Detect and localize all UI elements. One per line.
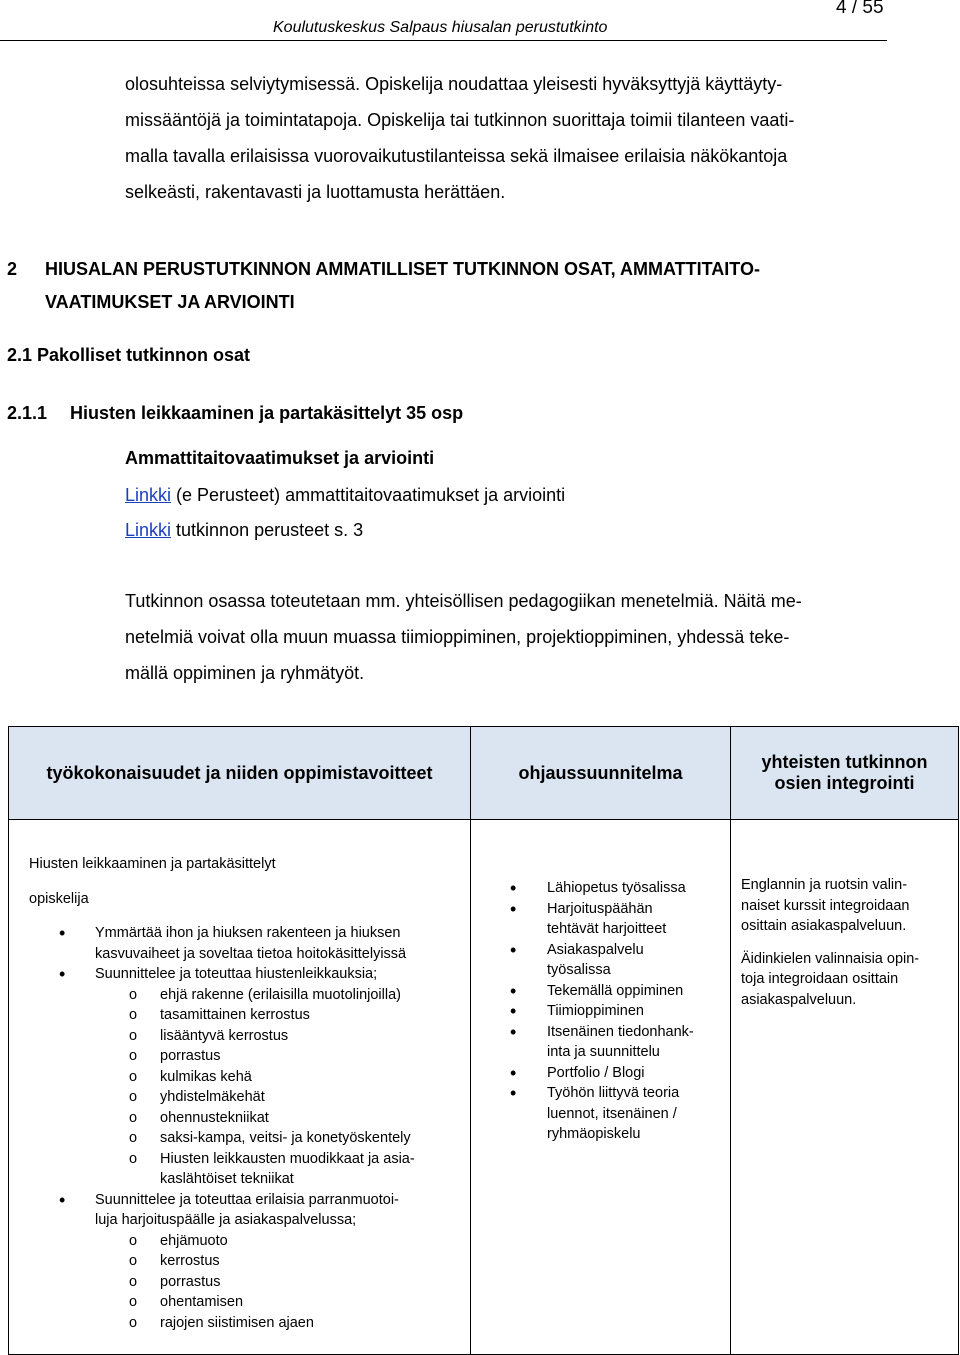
list-item: • Itsenäinen tiedonhank- inta ja suunnittelu xyxy=(501,1022,720,1063)
learning-objectives-list xyxy=(29,923,460,1333)
intro-paragraph xyxy=(125,66,885,210)
sub-list-item: o rajojen siistimisen ajaen xyxy=(29,1313,460,1334)
list-item: • Asiakaspalvelu työsalissa xyxy=(501,940,720,981)
sub-list-item: o yhdistelmäkehät xyxy=(29,1087,460,1108)
unit-heading xyxy=(7,403,463,424)
link-line xyxy=(125,485,565,506)
guidance-plan-cell xyxy=(471,820,731,1355)
page-number: 4 / 55 xyxy=(836,0,884,18)
link-description: (e Perusteet) ammattitaitovaatimukset ja arviointi xyxy=(171,485,566,505)
curriculum-table xyxy=(8,726,959,1355)
sub-list-item: o porrastus xyxy=(29,1046,460,1067)
list-item: • Portfolio / Blogi xyxy=(501,1063,720,1084)
table-row xyxy=(9,820,959,1355)
text-line: missääntöjä ja toimintatapoja. Opiskelija tai tutkinnon suorittaja toimii tilanteen vaati- xyxy=(125,110,795,130)
link-description: tutkinnon perusteet s. 3 xyxy=(171,520,364,540)
list-item: • Suunnittelee ja toteuttaa erilaisia parranmuotoi- luja harjoituspäälle ja asiakaspalvelussa; o ehjämuoto o kerrostus o porrastus o ohentamisen o rajojen siistimisen ajaen xyxy=(29,1190,460,1334)
table-header-row xyxy=(9,727,959,820)
list-item: • Työhön liittyvä teoria luennot, itsenäinen / ryhmäopiskelu xyxy=(501,1083,720,1145)
section-title-line: HIUSALAN PERUSTUTKINNON AMMATILLISET TUTKINNON OSAT, AMMATTITAITO- xyxy=(45,259,760,279)
list-item: • Tekemällä oppiminen xyxy=(501,981,720,1002)
sub-list-item: o ohentamisen xyxy=(29,1292,460,1313)
sub-list-item: o Hiusten leikkausten muodikkaat ja asia- kaslähtöiset tekniikat xyxy=(29,1149,460,1190)
text-line: malla tavalla erilaisissa vuorovaikutustilanteissa sekä ilmaisee erilaisia näkökantoja xyxy=(125,146,788,166)
text-line: mällä oppiminen ja ryhmätyöt. xyxy=(125,663,365,683)
tutkinnon-perusteet-link[interactable]: Linkki xyxy=(125,520,172,540)
methods-paragraph xyxy=(125,583,885,691)
sub-list xyxy=(95,985,460,1190)
sub-list-item: o porrastus xyxy=(29,1272,460,1293)
sub-list-item: o ehjämuoto xyxy=(29,1231,460,1252)
section-heading xyxy=(7,253,760,319)
subsection-heading: 2.1 Pakolliset tutkinnon osat xyxy=(7,345,251,365)
link-line xyxy=(125,520,363,541)
document-header-title: Koulutuskeskus Salpaus hiusalan perustutkinto xyxy=(273,19,608,36)
eperusteet-link[interactable]: Linkki xyxy=(125,485,172,505)
integration-paragraph: Englannin ja ruotsin valin- naiset kurssit integroidaan osittain asiakaspalveluun. xyxy=(741,877,910,934)
unit-number: 2.1.1 xyxy=(7,403,48,423)
sub-list-item: o kulmikas kehä xyxy=(29,1067,460,1088)
sub-list-item: o saksi-kampa, veitsi- ja konetyöskentely xyxy=(29,1128,460,1149)
work-unit-title: Hiusten leikkaaminen ja partakäsittelyt xyxy=(29,856,276,872)
column-header-work-units: työkokonaisuudet ja niiden oppimistavoitteet xyxy=(9,727,471,820)
sub-list-item: o ohennustekniikat xyxy=(29,1108,460,1129)
section-title-line: VAATIMUKSET JA ARVIOINTI xyxy=(45,292,295,312)
text-line: olosuhteissa selviytymisessä. Opiskelija noudattaa yleisesti hyväksyttyjä käyttäyty- xyxy=(125,74,783,94)
work-unit-subject: opiskelija xyxy=(29,890,89,907)
integration-paragraph: Äidinkielen valinnaisia opin- toja integroidaan osittain asiakaspalveluun. xyxy=(741,950,920,1008)
unit-title: Hiusten leikkaaminen ja partakäsittelyt 35 osp xyxy=(70,403,464,423)
list-item: • Ymmärtää ihon ja hiuksen rakenteen ja hiuksen kasvuvaiheet ja soveltaa tietoa hoitokäsittelyissä xyxy=(29,923,460,964)
work-units-cell xyxy=(9,820,471,1355)
text-line: selkeästi, rakentavasti ja luottamusta herättäen. xyxy=(125,182,506,202)
text-line: netelmiä voivat olla muun muassa tiimioppiminen, projektioppiminen, yhdessä teke- xyxy=(125,627,790,647)
sub-list-item: o kerrostus xyxy=(29,1251,460,1272)
column-header-guidance-plan: ohjaussuunnitelma xyxy=(471,727,731,820)
text-line: Tutkinnon osassa toteutetaan mm. yhteisöllisen pedagogiikan menetelmiä. Näitä me- xyxy=(125,591,802,611)
integration-cell xyxy=(731,820,959,1355)
section-number: 2 xyxy=(7,259,18,279)
list-item: • Lähiopetus työsalissa xyxy=(501,878,720,899)
list-item: • Harjoituspäähän tehtävät harjoitteet xyxy=(501,899,720,940)
sub-list-item: o ehjä rakenne (erilaisilla muotolinjoilla) xyxy=(29,985,460,1006)
sub-list-item: o tasamittainen kerrostus xyxy=(29,1005,460,1026)
guidance-list xyxy=(501,878,720,1145)
requirements-heading: Ammattitaitovaatimukset ja arviointi xyxy=(125,448,435,468)
sub-list xyxy=(95,1231,460,1334)
list-item: • Suunnittelee ja toteuttaa hiustenleikkauksia; o ehjä rakenne (erilaisilla muotolinjoilla) o tasamittainen kerrostus o lisääntyvä kerrostus o porrastus o kulmikas kehä o yhdistelmäkehät o ohennustekniikat o saksi-kampa, veitsi- ja konetyöskentely o Hiusten leikkausten muodikkaat ja asia- kaslähtöiset tekniikat xyxy=(29,964,460,1190)
column-header-integration: yhteisten tutkinnon osien integrointi xyxy=(731,727,959,820)
sub-list-item: o lisääntyvä kerrostus xyxy=(29,1026,460,1047)
list-item: • Tiimioppiminen xyxy=(501,1001,720,1022)
header-divider xyxy=(0,40,887,41)
